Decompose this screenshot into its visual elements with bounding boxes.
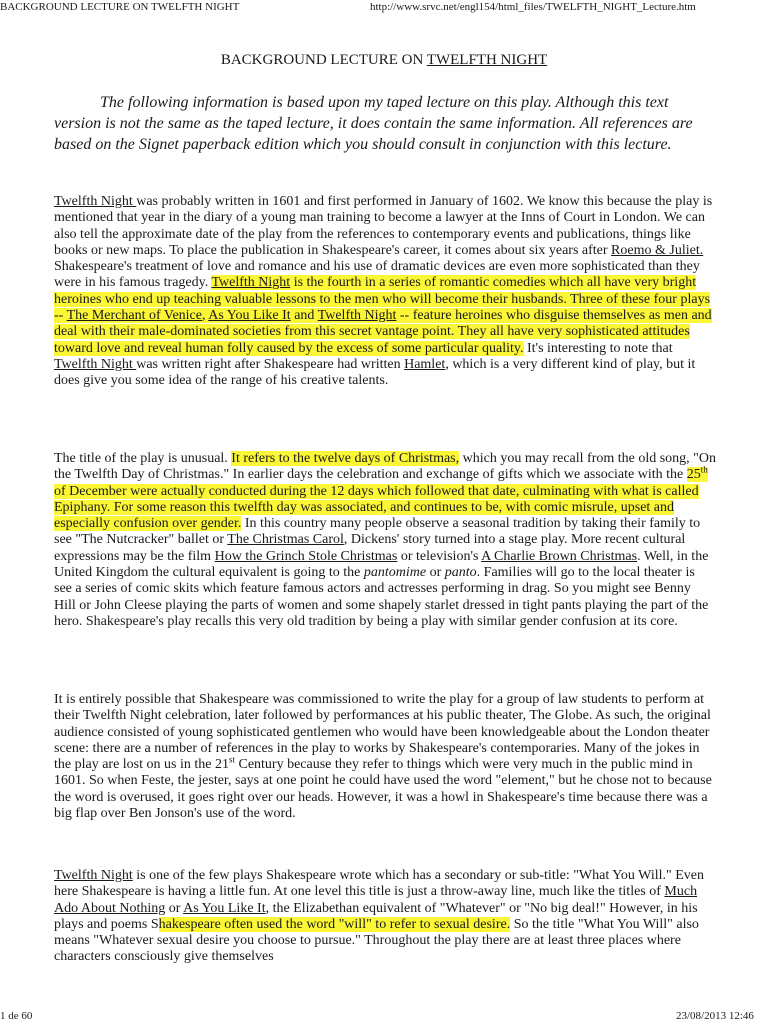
text-run: and <box>290 308 318 324</box>
print-timestamp: 23/08/2013 12:46 <box>676 1010 754 1022</box>
play-title-ref: Twelfth Night <box>211 275 291 291</box>
print-header-title: BACKGROUND LECTURE ON TWELFTH NIGHT <box>0 1 240 13</box>
text-run: was probably written in 1601 and first performed in January of 1602. We know this because the play is mentioned that year in the diary of a young man training to become a lawyer at the Inns of Court in London. We can also tell the approximate date of the play from the references to contemporary events and publications, things like books or new maps. To place the publication in Shakespeare's career, it comes about six years after <box>54 194 713 258</box>
text-run: Century because they refer to things which were very much in the public mind in 1601. So when Feste, the jester, says at one point he could have used the word "element," but he chose not to because the word is overused, it goes right over our heads. However, it was a howl in Shakespeare's time because there was a big flap over Ben Jonson's use of the word. <box>54 757 712 822</box>
play-title-ref: As You Like It <box>183 900 266 916</box>
play-title-ref: Twelfth Night <box>317 308 397 324</box>
text-run: which you may recall from the old song, "On the Twelfth Day of Christmas." In earlier days the celebration and exchange of gifts which we associate with the <box>54 451 717 483</box>
play-title-ref: As You Like It <box>208 308 291 324</box>
text-run: was written right after Shakespeare had written <box>136 356 405 372</box>
play-title-ref: Roemo & Juliet. <box>611 242 704 258</box>
play-title-ref: Much Ado About Nothing <box>54 884 698 916</box>
text-run: , Dickens' story turned into a stage play. More recent cultural expressions may be the film <box>54 532 686 564</box>
text-run: is the fourth in a series of romantic comedies which all have very bright heroines who end up teaching valuable lessons to the men who will become their husbands. Three of these four plays -- <box>54 275 711 324</box>
print-header-url: http://www.srvc.net/engl154/html_files/TWELFTH_NIGHT_Lecture.htm <box>370 1 696 13</box>
intro-text: The following information is based upon my taped lecture on this play. Although this text version is not the same as the taped lecture, it does contain the same information. All references are based on the Signet paperback edition which you should consult in conjunction with this lecture. <box>54 94 693 153</box>
intro-paragraph <box>54 92 714 155</box>
page-counter: 1 de 60 <box>0 1010 33 1022</box>
title-prefix: BACKGROUND LECTURE ON <box>220 52 427 68</box>
text-run: Shakespeare's treatment of love and romance and his use of dramatic devices are even more sophisticated than they were in his famous tragedy. <box>54 259 700 291</box>
text-run: . Well, in the United Kingdom the cultural equivalent is going to the <box>54 548 709 581</box>
text-run: So the title "What You Will" also means "Whatever sexual desire you choose to pursue." Throughout the play there are at least three places where characters consciously give themselves <box>54 916 699 965</box>
paragraph-subtitle <box>54 868 716 966</box>
superscript-ordinal: th <box>700 464 708 475</box>
text-run: It's interesting to note that <box>523 340 673 356</box>
highlight-will-meaning: hakespeare often used the word "will" to refer to sexual desire. <box>158 916 511 932</box>
text-run: In this country many people observe a seasonal tradition by taking their family to see "The Nutcracker" ballet or <box>54 516 701 548</box>
play-title-ref: Twelfth Night <box>54 194 137 209</box>
text-run: , <box>201 308 209 324</box>
play-title-ref: Twelfth Night <box>54 868 133 883</box>
text-run: The title of the play is unusual. <box>54 451 232 466</box>
play-title-ref: Hamlet <box>404 356 446 372</box>
text-run: 25 <box>686 467 701 483</box>
text-run: or <box>426 565 445 581</box>
paragraph-original-audience <box>54 692 716 822</box>
title-ref: The Christmas Carol <box>227 532 344 548</box>
title-ref: A Charlie Brown Christmas <box>481 548 638 564</box>
italic-term: panto <box>444 565 477 581</box>
superscript-ordinal: st <box>228 754 235 765</box>
title-play-name: TWELFTH NIGHT <box>426 52 548 68</box>
play-title-ref: Twelfth Night <box>54 356 137 372</box>
text-run: , the Elizabethan equivalent of "Whatever" or "No big deal!" However, in his plays and poems S <box>54 900 698 932</box>
paragraph-title-meaning <box>54 451 716 630</box>
text-run: or <box>165 900 184 916</box>
text-run: It is entirely possible that Shakespeare was commissioned to write the play for a group of law students to perform at their Twelfth Night celebration, later followed by performances at his public theater, The Globe. As such, the original audience consisted of young sophisticated gentlemen who would have been knowledgeable about the London theater scene: there are a number of references in the play to works by Shakespeare's contemporaries. Many of the jokes in the play are lost on us in the 21 <box>54 692 711 773</box>
text-run: -- feature heroines who disguise themselves as men and deal with their male-dominated societies from this secret vantage point. They all have very sophisticated attitudes toward love and reveal human folly caused by the excess of some particular quality. <box>54 308 712 356</box>
text-run: or television's <box>397 548 482 564</box>
text-run: is one of the few plays Shakespeare wrote which has a secondary or sub-title: "What You Will." Even here Shakespeare is having a little fun. At one level this title is just a throw-away line, much like the titles of <box>54 868 704 900</box>
title-ref: How the Grinch Stole Christmas <box>214 548 398 564</box>
play-title-ref: The Merchant of Venice <box>66 308 202 324</box>
text-run: , which is a very different kind of play, but it does give you some idea of the range of his creative talents. <box>54 356 696 389</box>
italic-term: pantomime <box>363 565 427 581</box>
page-title <box>0 52 768 69</box>
text-run: of December were actually conducted during the 12 days which followed that date, culminating with what is called Epiphany. For some reason this twelfth day was associated, and continues to be, with comic misrule, upset and especially confusion over gender. <box>54 483 699 532</box>
highlight-twelve-days: It refers to the twelve days of Christmas, <box>231 451 460 466</box>
paragraph-date-and-context <box>54 194 716 390</box>
text-run: . Families will go to the local theater is see a series of comic skits which feature famous actors and actresses performing in drag. So you might see Benny Hill or John Cleese playing the parts of women and some shapely starlet dressed in tight pants playing the part of the hero. Shakespeare's play recalls this very old tradition by being a play with similar gender confusion at its core. <box>54 565 709 629</box>
